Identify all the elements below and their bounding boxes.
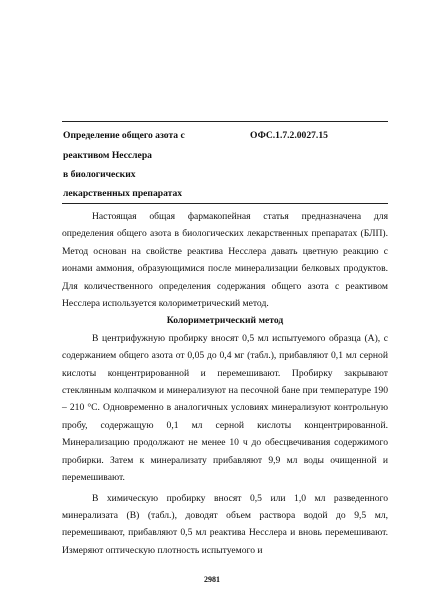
- article-code: ОФС.1.7.2.0027.15: [250, 130, 328, 141]
- method-paragraph-1: В центрифужную пробирку вносят 0,5 мл испытуемого образца (А), с содержанием общего азота от 0,05 до 0,4 мг (табл.), прибавляют 0,1 мл серной кислоты концентрированной и перемешивают. Пробирку закрывают стеклянным колпачком и минерализуют на песочной бане при температуре 190 – 210 °С. Одновременно в аналогичных условиях минерализуют контрольную пробу, содержащую 0,1 мл серной кислоты концентрированной. Минерализацию продолжают не менее 10 ч до обесцвечивания содержимого пробирки. Затем к минерализату прибавляют 9,9 мл воды очищенной и перемешивают.: [62, 332, 388, 484]
- article-body: [62, 208, 388, 559]
- section-heading: Колориметрический метод: [166, 315, 284, 327]
- header-bottom-rule: [62, 203, 388, 204]
- article-title-line-2: реактивом Несслера: [63, 150, 152, 161]
- article-title-line-1: Определение общего азота с: [63, 130, 185, 141]
- page-number: 2981: [204, 575, 220, 584]
- intro-paragraph: Настоящая общая фармакопейная статья предназначена для определения общего азота в биологических лекарственных препаратах (БЛП). Метод основан на свойстве реактива Несслера давать цветную реакцию с ионами аммония, образующимися после минерализации белковых продуктов. Для количественного определения содержания общего азота с реактивом Несслера используется колориметрический метод.: [62, 211, 388, 310]
- method-paragraph-2: В химическую пробирку вносят 0,5 или 1,0 мл разведенного минерализата (В) (табл.), доводят объем раствора водой до 9,5 мл, перемешивают, прибавляют 0,5 мл реактива Несслера и вновь перемешивают. Измеряют оптическую плотность испытуемого и: [62, 492, 388, 556]
- article-title-line-4: лекарственных препаратах: [63, 188, 183, 199]
- header-top-rule: [62, 121, 388, 122]
- article-title-line-3: в биологических: [63, 169, 136, 180]
